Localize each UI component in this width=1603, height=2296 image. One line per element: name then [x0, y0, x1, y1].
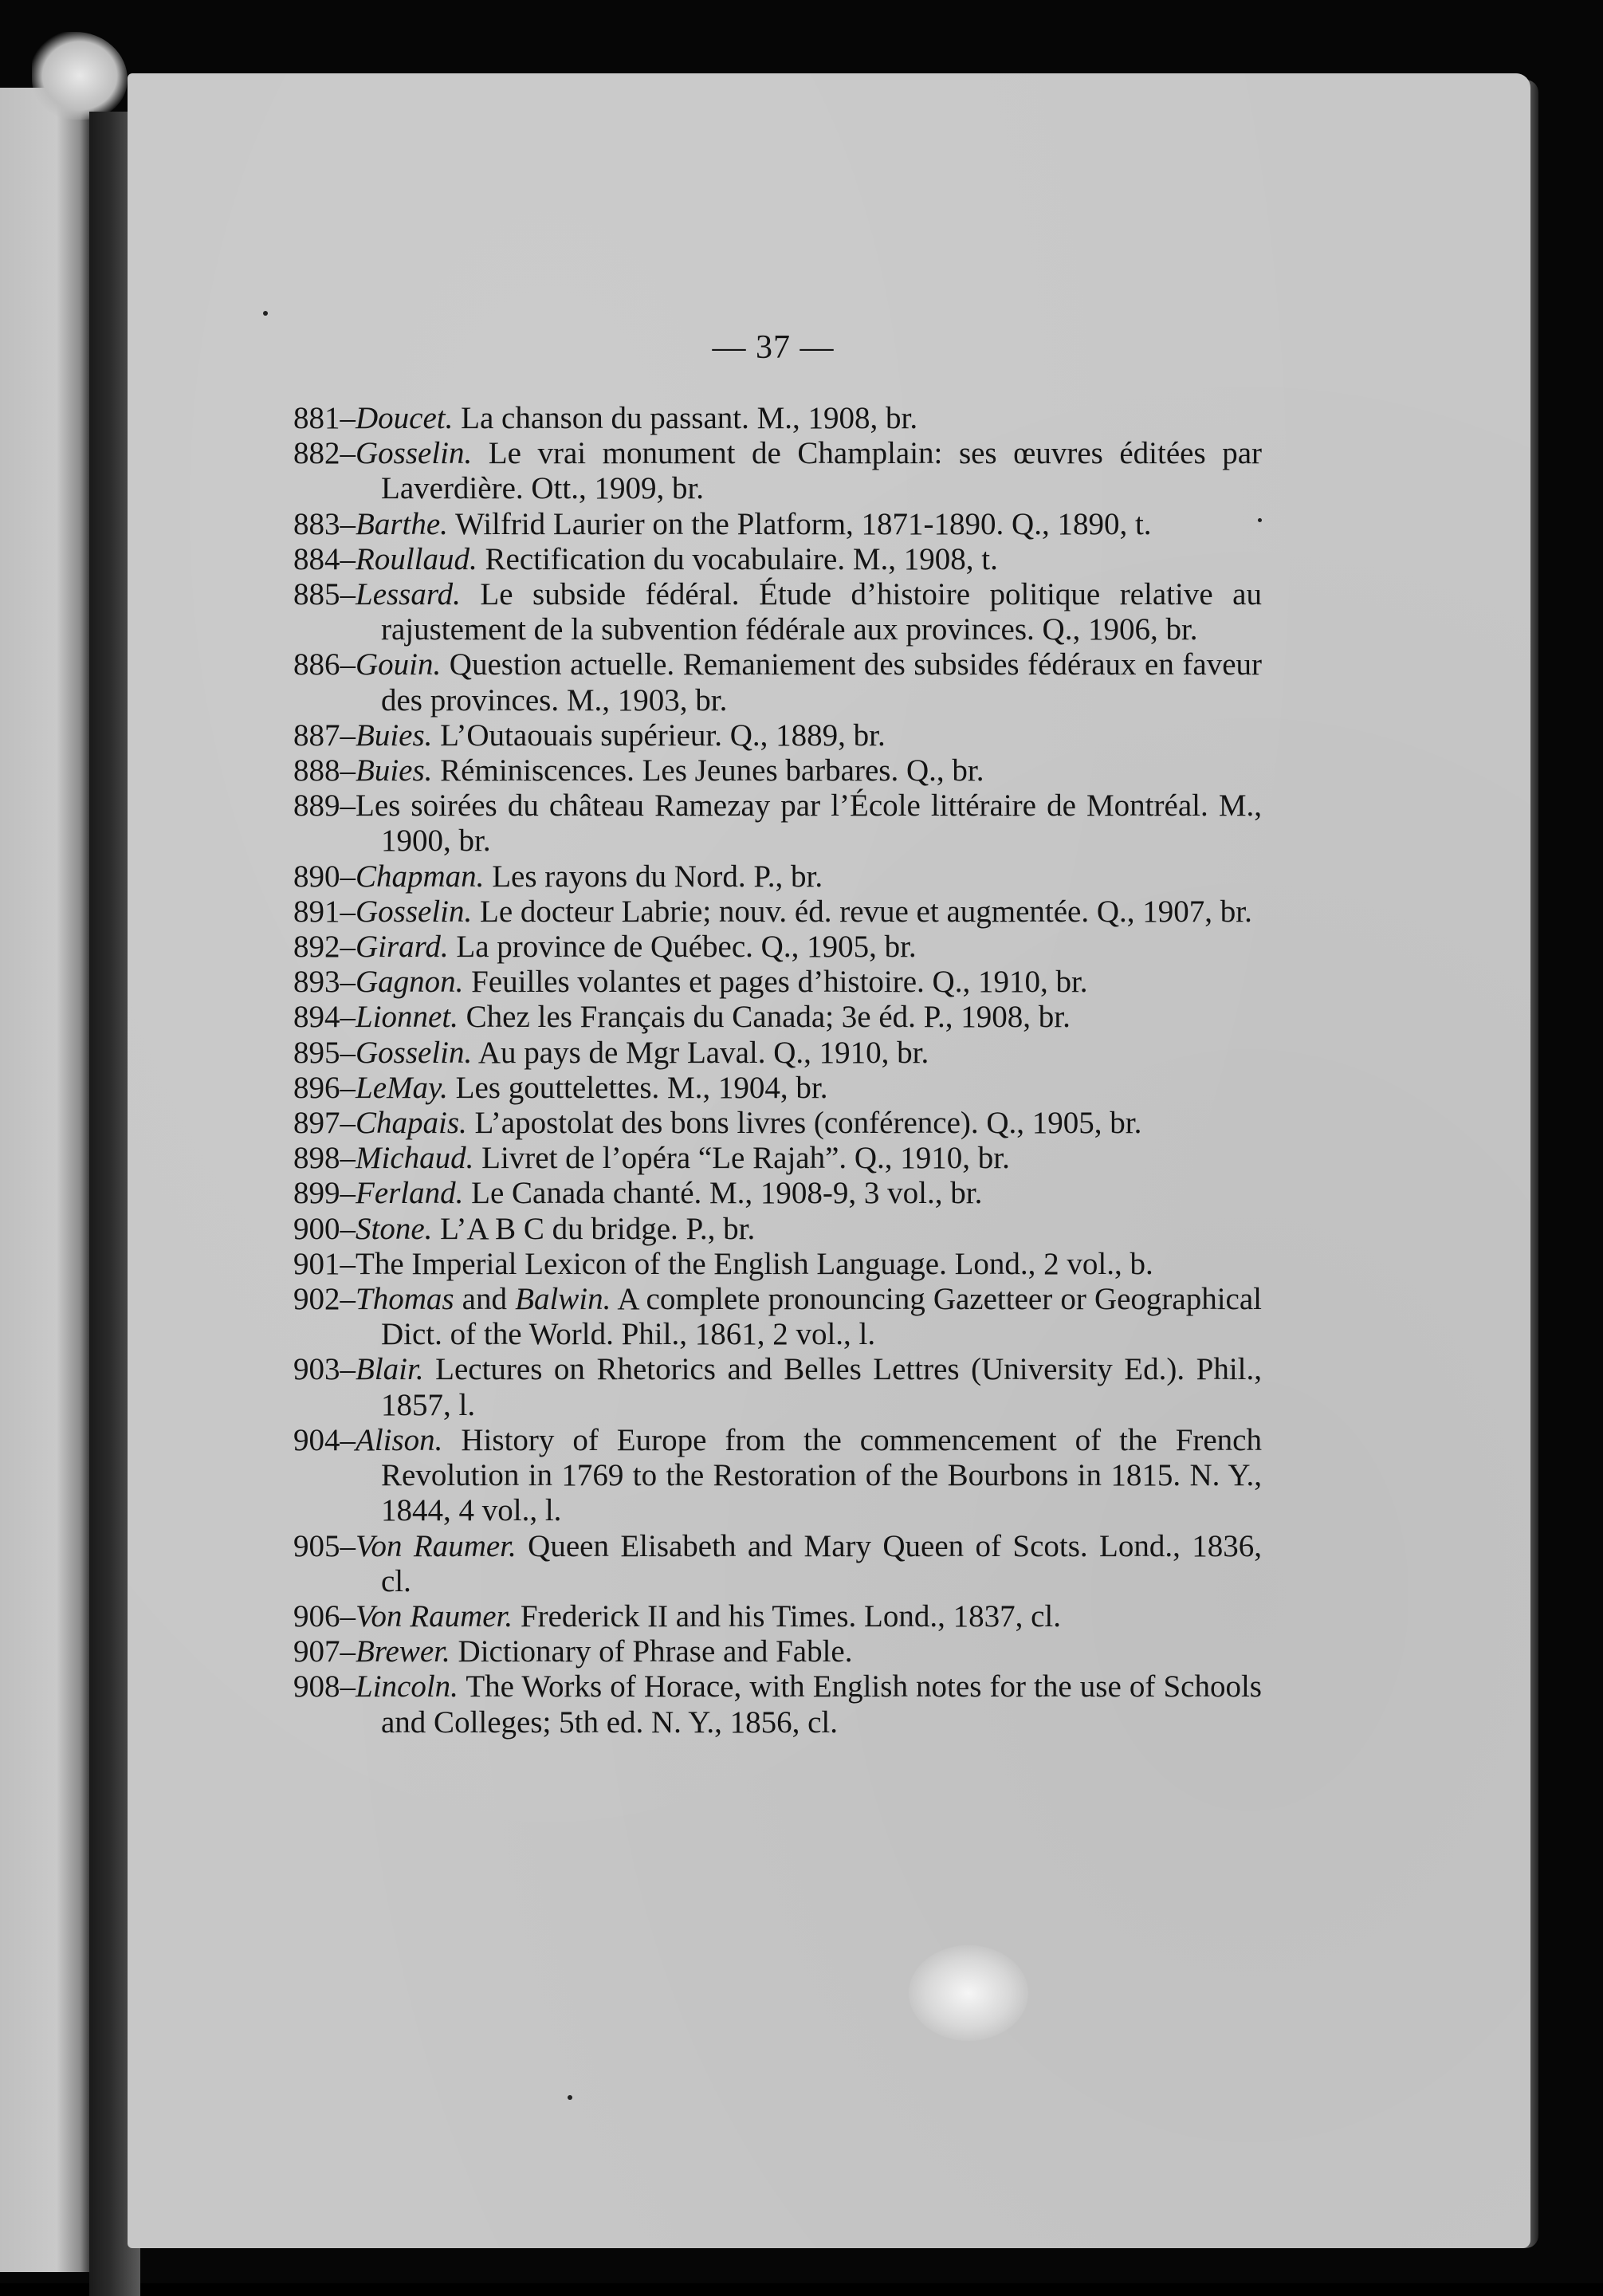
entry-description: Lectures on Rhetorics and Belles Lettres (University Ed.). Phil., 1857, l.: [381, 1352, 1262, 1422]
catalogue-entry: [293, 788, 1262, 859]
entry-number: 905–: [293, 1528, 356, 1563]
entry-description: and: [454, 1282, 516, 1317]
entry-description: Chez les Français du Canada; 3e éd. P., 1908, br.: [458, 1000, 1071, 1035]
catalogue-entry: [293, 1071, 1262, 1106]
scan-speck: [568, 2095, 572, 2100]
entry-author: Von Raumer.: [356, 1528, 517, 1563]
catalogue-entry: [293, 1423, 1262, 1529]
entry-number: 889–: [293, 788, 356, 824]
catalogue-entry: [293, 753, 1262, 788]
scan-speck: [1258, 518, 1262, 522]
entry-author: Lincoln.: [356, 1669, 458, 1704]
entry-number: 894–: [293, 1000, 356, 1035]
scan-blemish: [909, 1945, 1028, 2041]
catalogue-entry: [293, 1282, 1262, 1352]
catalogue-entry: [293, 577, 1262, 647]
entry-description: Dictionary of Phrase and Fable.: [450, 1634, 853, 1669]
catalogue-entry: [293, 647, 1262, 718]
entry-description: L’Outaouais supérieur. Q., 1889, br.: [432, 718, 886, 753]
entry-description: Réminiscences. Les Jeunes barbares. Q., br.: [432, 753, 984, 788]
entry-number: 903–: [293, 1352, 356, 1387]
entry-description: Le subside fédéral. Étude d’histoire politique relative au rajustement de la subvention fédérale aux provinces. Q., 1906, br.: [381, 577, 1262, 647]
entry-number: 884–: [293, 541, 356, 576]
page-number: — 37 —: [712, 329, 835, 366]
entry-number: 901–: [293, 1246, 356, 1281]
entry-number: 885–: [293, 577, 356, 612]
entry-number: 893–: [293, 965, 356, 1000]
entry-number: 883–: [293, 506, 356, 541]
entry-number: 900–: [293, 1211, 356, 1246]
catalogue-entries: [293, 401, 1262, 1740]
entry-coauthor: Balwin.: [515, 1282, 611, 1317]
entry-number: 898–: [293, 1141, 356, 1176]
catalogue-entry: [293, 894, 1262, 930]
entry-number: 882–: [293, 436, 356, 471]
entry-description: L’A B C du bridge. P., br.: [432, 1211, 756, 1246]
catalogue-entry: [293, 1000, 1262, 1035]
scan-speck: [263, 311, 268, 316]
catalogue-entry: [293, 1247, 1262, 1282]
catalogue-entry: [293, 1036, 1262, 1071]
catalogue-entry: [293, 1352, 1262, 1422]
entry-number: 897–: [293, 1106, 356, 1141]
entry-description: The Imperial Lexicon of the English Language. Lond., 2 vol., b.: [356, 1246, 1153, 1281]
entry-author: Barthe.: [356, 506, 448, 541]
entry-description: Wilfrid Laurier on the Platform, 1871-1890. Q., 1890, t.: [447, 506, 1152, 541]
catalogue-entry: [293, 401, 1262, 436]
entry-author: Doucet.: [356, 401, 454, 435]
entry-description: La chanson du passant. M., 1908, br.: [453, 401, 918, 435]
entry-description: Rectification du vocabulaire. M., 1908, t.: [477, 541, 998, 576]
entry-author: Ferland.: [356, 1176, 464, 1211]
entry-description: Le vrai monument de Champlain: ses œuvres éditées par Laverdière. Ott., 1909, br.: [381, 436, 1262, 506]
catalogue-entry: [293, 1634, 1262, 1669]
entry-number: 895–: [293, 1035, 356, 1070]
entry-author: Buies.: [356, 718, 433, 753]
entry-author: Thomas: [356, 1282, 454, 1317]
catalogue-entry: [293, 718, 1262, 753]
entry-description: History of Europe from the commencement of the French Revolution in 1769 to the Restoration of the Bourbons in 1815. N. Y., 1844, 4 vol., l.: [381, 1422, 1262, 1528]
entry-author: Gosselin.: [356, 436, 473, 471]
entry-number: 888–: [293, 753, 356, 788]
entry-description: Les soirées du château Ramezay par l’École littéraire de Montréal. M., 1900, br.: [356, 788, 1262, 859]
entry-number: 891–: [293, 894, 356, 929]
entry-author: Michaud.: [356, 1141, 474, 1176]
entry-description: La province de Québec. Q., 1905, br.: [448, 930, 917, 965]
entry-number: 902–: [293, 1282, 356, 1317]
entry-author: Gagnon.: [356, 965, 464, 1000]
entry-author: Girard.: [356, 930, 449, 965]
entry-number: 906–: [293, 1598, 356, 1634]
entry-number: 881–: [293, 401, 356, 435]
catalogue-entry: [293, 1599, 1262, 1634]
left-page-edge: [0, 88, 94, 2272]
entry-description: The Works of Horace, with English notes for the use of Schools and Colleges; 5th ed. N. Y., 1856, cl.: [381, 1669, 1262, 1740]
entry-author: Alison.: [356, 1422, 443, 1457]
entry-description: L’apostolat des bons livres (conférence). Q., 1905, br.: [466, 1106, 1142, 1141]
entry-author: Von Raumer.: [356, 1598, 513, 1634]
entry-description: Les rayons du Nord. P., br.: [484, 859, 823, 894]
catalogue-entry: [293, 507, 1262, 542]
catalogue-entry: [293, 1141, 1262, 1176]
entry-description: Le docteur Labrie; nouv. éd. revue et augmentée. Q., 1907, br.: [472, 894, 1252, 929]
entry-description: Feuilles volantes et pages d’histoire. Q., 1910, br.: [463, 965, 1088, 1000]
entry-description: Le Canada chanté. M., 1908-9, 3 vol., br.: [463, 1176, 983, 1211]
catalogue-entry: [293, 1529, 1262, 1599]
entry-description: A complete pronouncing Gazetteer or Geographical Dict. of the World. Phil., 1861, 2 vol., l.: [381, 1282, 1263, 1352]
entry-author: Buies.: [356, 753, 433, 788]
entry-description: Les gouttelettes. M., 1904, br.: [447, 1070, 828, 1105]
entry-number: 896–: [293, 1070, 356, 1105]
catalogue-entry: [293, 542, 1262, 577]
catalogue-entry: [293, 930, 1262, 965]
entry-author: Chapman.: [356, 859, 485, 894]
catalogue-entry: [293, 965, 1262, 1000]
entry-number: 904–: [293, 1422, 356, 1457]
entry-number: 892–: [293, 930, 356, 965]
catalogue-entry: [293, 1212, 1262, 1247]
entry-author: Stone.: [356, 1211, 433, 1246]
entry-author: LeMay.: [356, 1070, 448, 1105]
entry-description: Au pays de Mgr Laval. Q., 1910, br.: [472, 1035, 929, 1070]
catalogue-entry: [293, 436, 1262, 506]
entry-author: Chapais.: [356, 1106, 467, 1141]
entry-author: Blair.: [356, 1352, 424, 1387]
entry-description: Livret de l’opéra “Le Rajah”. Q., 1910, br.: [473, 1141, 1010, 1176]
entry-author: Brewer.: [356, 1634, 450, 1669]
catalogue-entry: [293, 1176, 1262, 1211]
entry-author: Gouin.: [356, 647, 442, 682]
entry-number: 890–: [293, 859, 356, 894]
entry-number: 886–: [293, 647, 356, 682]
entry-author: Gosselin.: [356, 894, 473, 929]
entry-author: Lionnet.: [356, 1000, 458, 1035]
entry-number: 899–: [293, 1176, 356, 1211]
catalogue-entry: [293, 859, 1262, 894]
entry-author: Roullaud.: [356, 541, 477, 576]
catalogue-entry: [293, 1669, 1262, 1740]
entry-number: 908–: [293, 1669, 356, 1704]
entry-number: 907–: [293, 1634, 356, 1669]
entry-description: Frederick II and his Times. Lond., 1837, cl.: [513, 1598, 1062, 1634]
entry-author: Lessard.: [356, 577, 461, 612]
entry-author: Gosselin.: [356, 1035, 473, 1070]
entry-description: Queen Elisabeth and Mary Queen of Scots. Lond., 1836, cl.: [381, 1528, 1262, 1598]
catalogue-entry: [293, 1106, 1262, 1141]
entry-number: 887–: [293, 718, 356, 753]
entry-description: Question actuelle. Remaniement des subsides fédéraux en faveur des provinces. M., 1903, br.: [381, 647, 1262, 718]
